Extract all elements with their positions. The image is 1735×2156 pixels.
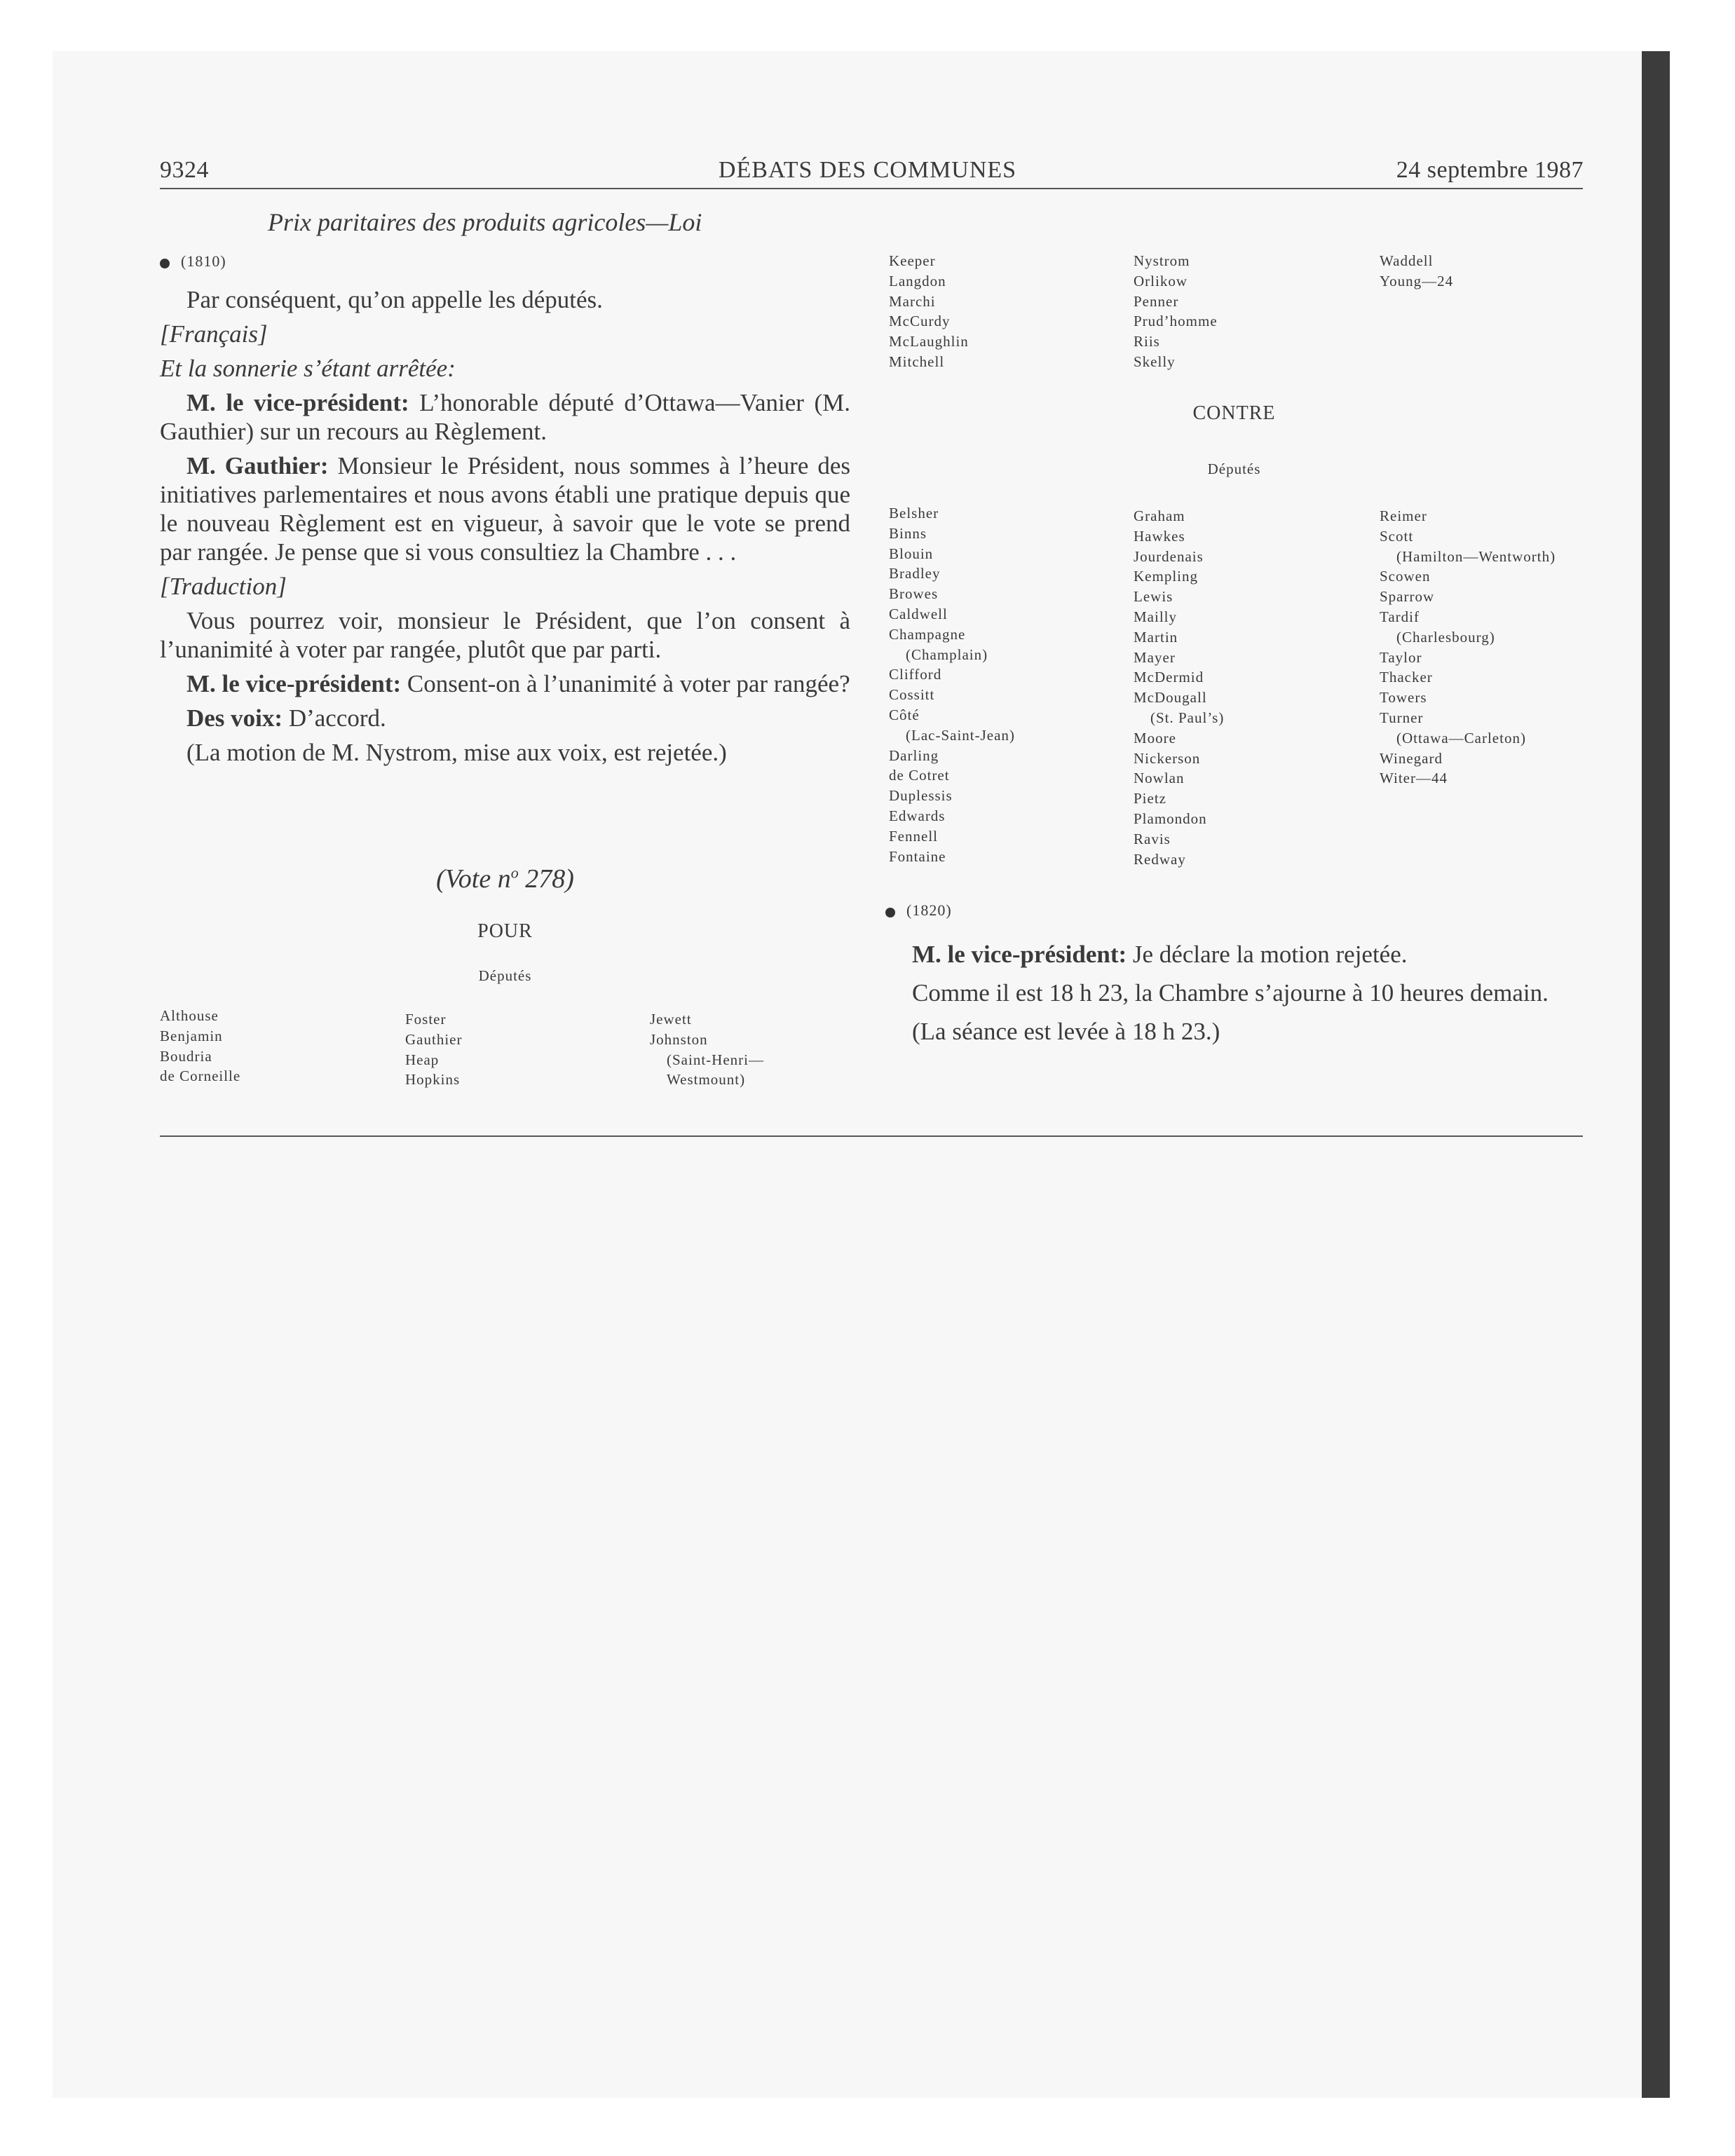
member-name: Turner — [1380, 709, 1424, 726]
member-name: Belsher — [889, 505, 939, 521]
member-name: Lewis — [1134, 588, 1173, 606]
timestamp-1820 — [885, 896, 1583, 925]
pour-heading: POUR — [477, 920, 533, 942]
speech-voices — [160, 704, 850, 732]
speech-text: Je déclare la motion rejetée. — [1127, 941, 1408, 968]
speech-deputy-speaker-3 — [885, 940, 1583, 969]
member-name: Jewett — [650, 1011, 692, 1028]
speech-text: Consent-on à l’unanimité à voter par rangée? — [401, 670, 850, 697]
page-date: 24 septembre 1987 — [1396, 157, 1584, 183]
subject-heading: Prix paritaires des produits agricoles—Loi — [268, 208, 702, 236]
member-riding: (Saint-Henri— — [667, 1051, 764, 1068]
timestamp-1810 — [160, 247, 850, 275]
member-name: Hopkins — [405, 1071, 461, 1089]
pour-continued-column-3 — [1380, 251, 1453, 292]
member-name: Penner — [1134, 292, 1179, 310]
member-name: Nickerson — [1134, 749, 1201, 767]
member-name: Langdon — [889, 272, 946, 289]
pour-continued-column-1 — [889, 251, 969, 372]
vote-title-open: ( — [436, 864, 445, 894]
header-rule — [160, 188, 1583, 189]
member-name: Plamondon — [1134, 810, 1207, 827]
member-name: de Cotret — [889, 767, 950, 784]
member-name: Heap — [405, 1051, 440, 1068]
member-name: Prud’homme — [1134, 313, 1218, 330]
contre-heading: CONTRE — [1192, 402, 1276, 424]
member-riding: (Charlesbourg) — [1396, 628, 1495, 646]
publication-title: DÉBATS DES COMMUNES — [718, 157, 1017, 183]
member-name: Nowlan — [1134, 770, 1185, 787]
speech-text: Monsieur le Président, nous sommes à l’heure des initiatives parlementaires et nous avons établi une pratique depuis que le nouveau Règlement est en vigueur, à savoir que le vote se prend par rangée. Je pense que si vous consultiez la Chambre . . . — [160, 452, 851, 566]
timestamp-text: (1820) — [906, 901, 952, 919]
member-riding: (Champlain) — [906, 646, 988, 663]
member-name: Althouse — [160, 1007, 219, 1024]
speaker-name: M. le vice-président: — [186, 389, 409, 416]
member-name: McDermid — [1134, 669, 1204, 686]
vote-title-sup: o — [510, 864, 519, 882]
sitting-closed: (La séance est levée à 18 h 23.) — [912, 1018, 1220, 1045]
member-name: Orlikow — [1134, 272, 1188, 289]
speech-deputy-speaker-2 — [160, 669, 850, 698]
member-name: Reimer — [1380, 507, 1427, 524]
right-column-text — [885, 896, 1583, 1051]
speech-deputy-speaker-1 — [160, 388, 850, 446]
member-name: Ravis — [1134, 830, 1171, 847]
member-name: Witer—44 — [1380, 770, 1448, 787]
member-name: Benjamin — [160, 1027, 223, 1044]
member-name: Johnston — [650, 1030, 708, 1048]
speaker-name: M. Gauthier: — [186, 452, 329, 479]
member-name: Bradley — [889, 565, 941, 582]
timestamp-text: (1810) — [181, 252, 226, 270]
member-name: Foster — [405, 1011, 447, 1028]
member-name: Darling — [889, 746, 939, 764]
member-name: Duplessis — [889, 787, 953, 805]
member-name: Champagne — [889, 625, 966, 643]
member-name: Taylor — [1380, 648, 1422, 666]
member-name: McCurdy — [889, 313, 951, 330]
member-name: Sparrow — [1380, 588, 1435, 606]
language-note-translation: [Traduction] — [160, 573, 287, 600]
paragraph-call-members: Par conséquent, qu’on appelle les députés. — [186, 286, 603, 313]
contre-column-3 — [1380, 506, 1556, 789]
member-name: Waddell — [1380, 252, 1434, 269]
contre-column-1 — [889, 503, 1015, 866]
language-note-french: [Français] — [160, 320, 268, 348]
speech-text: D’accord. — [283, 704, 386, 732]
member-name: Towers — [1380, 689, 1427, 707]
member-name: Browes — [889, 585, 939, 603]
member-name: Mitchell — [889, 353, 945, 370]
vote-title-number: 278 — [518, 864, 566, 894]
member-name: Jourdenais — [1134, 547, 1204, 565]
member-riding: (Hamilton—Wentworth) — [1396, 547, 1556, 565]
member-name: Young—24 — [1380, 272, 1454, 289]
member-name: Binns — [889, 524, 927, 542]
member-name: Pietz — [1134, 790, 1166, 807]
member-name: Nystrom — [1134, 252, 1190, 269]
speech-text: L’honorable député d’Ottawa—Vanier (M. Gauthier) sur un recours au Règlement. — [160, 389, 850, 445]
member-name: Riis — [1134, 333, 1160, 350]
member-name: Clifford — [889, 666, 942, 683]
pour-column-3 — [650, 1009, 764, 1090]
member-name: Cossitt — [889, 686, 935, 704]
member-name: Martin — [1134, 628, 1178, 646]
member-name: de Corneille — [160, 1067, 241, 1085]
vote-title-close: ) — [565, 864, 574, 894]
member-name: Gauthier — [405, 1030, 463, 1048]
pour-subheading: Députés — [478, 967, 532, 984]
member-name: Marchi — [889, 292, 936, 310]
member-riding: Westmount) — [667, 1071, 746, 1089]
footer-rule — [160, 1135, 1583, 1137]
member-riding: (Lac-Saint-Jean) — [906, 726, 1015, 744]
scan-edge — [1642, 51, 1670, 2098]
paragraph-unanimity: Vous pourrez voir, monsieur le Président, que l’on consent à l’unanimité à voter par rangée, plutôt que par parti. — [160, 607, 850, 663]
member-name: Blouin — [889, 545, 934, 562]
member-name: Redway — [1134, 850, 1186, 868]
speaker-name: Des voix: — [186, 704, 283, 732]
member-name: Fontaine — [889, 847, 946, 865]
adjournment-paragraph: Comme il est 18 h 23, la Chambre s’ajourne à 10 heures demain. — [912, 979, 1549, 1007]
member-name: Kempling — [1134, 568, 1198, 585]
member-name: Mailly — [1134, 608, 1177, 625]
member-name: Scott — [1380, 527, 1414, 545]
member-name: Thacker — [1380, 669, 1433, 686]
member-name: Moore — [1134, 729, 1176, 746]
member-name: McLaughlin — [889, 333, 969, 350]
pour-column-2 — [405, 1009, 462, 1090]
member-name: Hawkes — [1134, 527, 1185, 545]
member-name: Boudria — [160, 1047, 212, 1065]
vote-title — [160, 864, 850, 894]
bullet-icon — [885, 908, 895, 917]
speech-gauthier — [160, 451, 850, 566]
member-name: Winegard — [1380, 749, 1443, 767]
member-name: Côté — [889, 706, 920, 723]
vote-title-word: Vote n — [444, 864, 511, 894]
motion-result: (La motion de M. Nystrom, mise aux voix, est rejetée.) — [186, 739, 727, 766]
bullet-icon — [160, 259, 170, 268]
member-name: Scowen — [1380, 568, 1431, 585]
member-riding: (St. Paul’s) — [1150, 709, 1225, 726]
member-name: Mayer — [1134, 648, 1176, 666]
speaker-name: M. le vice-président: — [186, 670, 402, 697]
member-name: Caldwell — [889, 605, 948, 622]
contre-column-2 — [1134, 506, 1224, 869]
speaker-name: M. le vice-président: — [912, 941, 1127, 968]
stage-direction: Et la sonnerie s’étant arrêtée: — [160, 355, 456, 382]
member-name: Edwards — [889, 807, 946, 824]
member-name: McDougall — [1134, 689, 1207, 707]
pour-column-1 — [160, 1006, 240, 1086]
member-name: Tardif — [1380, 608, 1420, 625]
member-name: Keeper — [889, 252, 936, 269]
member-name: Graham — [1134, 507, 1185, 524]
member-name: Fennell — [889, 827, 938, 845]
member-name: Skelly — [1134, 353, 1176, 370]
contre-subheading: Députés — [1207, 460, 1261, 477]
page-number: 9324 — [160, 157, 209, 183]
member-riding: (Ottawa—Carleton) — [1396, 729, 1526, 746]
pour-continued-column-2 — [1134, 251, 1218, 372]
left-column — [160, 247, 850, 772]
